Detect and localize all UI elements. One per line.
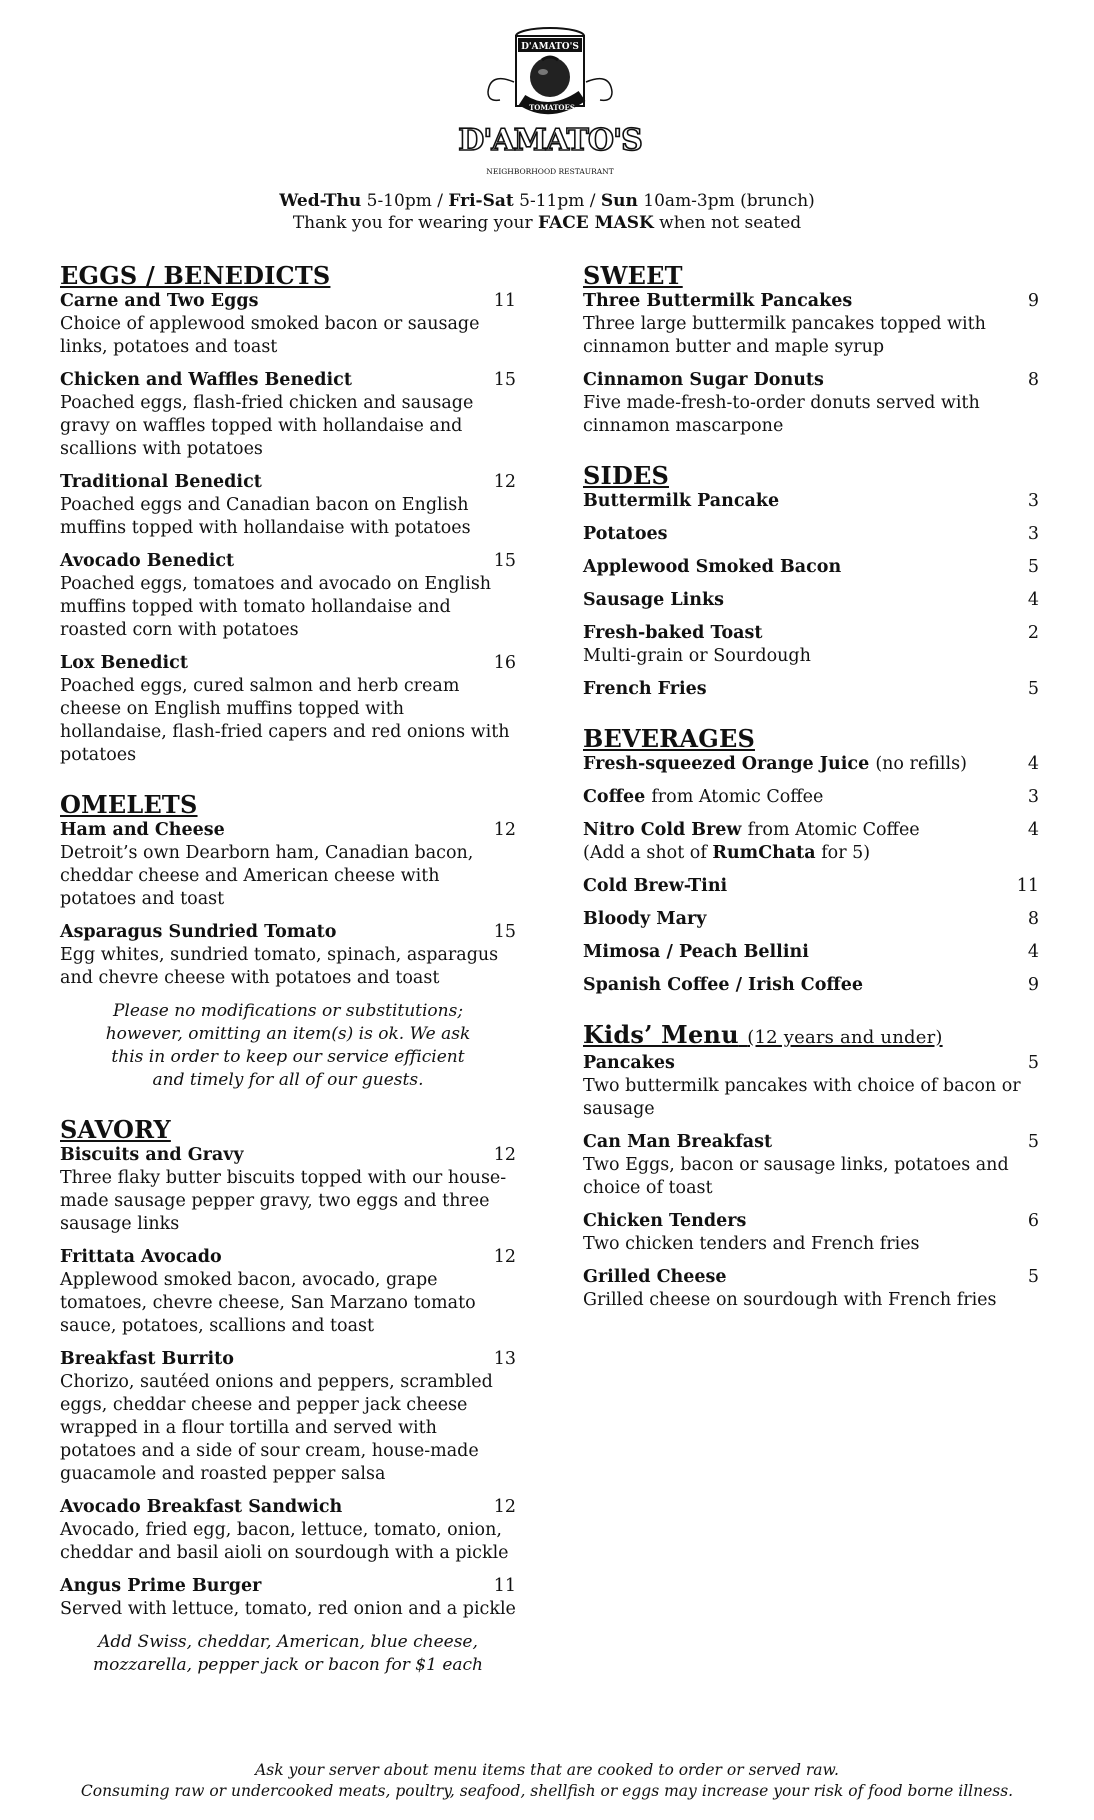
item-name: Mimosa / Peach Bellini: [583, 942, 809, 962]
item-price: 15: [493, 922, 516, 942]
coffee-extra: from Atomic Coffee: [651, 787, 824, 807]
item-name: Potatoes: [583, 524, 668, 544]
item-price: 2: [1027, 623, 1039, 643]
item-name: Traditional Benedict: [60, 472, 262, 492]
menu-item: [583, 556, 1039, 579]
note-line: and timely for all of our guests.: [152, 1070, 424, 1090]
item-price: 15: [493, 551, 516, 571]
note-line: mozzarella, pepper jack or bacon for $1 each: [93, 1655, 483, 1675]
hours-fri-sat: 5-11pm /: [519, 191, 596, 211]
item-name: Breakfast Burrito: [60, 1349, 234, 1369]
section-title-omelets: OMELETS: [60, 790, 198, 819]
item-price: 12: [493, 1497, 516, 1517]
item-name: Ham and Cheese: [60, 820, 225, 840]
item-name: Cinnamon Sugar Donuts: [583, 370, 824, 390]
item-price: 12: [493, 472, 516, 492]
item-price: 15: [493, 370, 516, 390]
menu-item: [583, 908, 1039, 931]
section-title-sweet: SWEET: [583, 261, 683, 290]
item-price: 5: [1027, 1267, 1039, 1287]
item-desc: Poached eggs, tomatoes and avocado on English muffins topped with tomato hollandaise and roasted corn with potatoes: [60, 574, 492, 640]
item-desc: Choice of applewood smoked bacon or sausage links, potatoes and toast: [60, 314, 480, 357]
item-price: 9: [1027, 291, 1039, 311]
item-price: 5: [1027, 1132, 1039, 1152]
menu-item: [60, 550, 516, 642]
menu-item: [583, 490, 1039, 513]
substitution-note: [60, 1000, 516, 1092]
item-name: [583, 786, 823, 809]
menu-item: [583, 753, 1039, 776]
kids-title-note: (12 years and under): [747, 1027, 943, 1048]
section-title-eggs: EGGS / BENEDICTS: [60, 261, 331, 290]
item-price: 12: [493, 1247, 516, 1267]
item-name: Cold Brew-Tini: [583, 876, 728, 896]
item-name: Spanish Coffee / Irish Coffee: [583, 975, 864, 995]
item-name: [583, 819, 920, 842]
item-name: Avocado Breakfast Sandwich: [60, 1497, 343, 1517]
note-line: this in order to keep our service efficient: [111, 1047, 465, 1067]
item-name: Chicken and Waffles Benedict: [60, 370, 352, 390]
item-price: 3: [1027, 491, 1039, 511]
item-desc: [583, 842, 1039, 865]
footer-line: Ask your server about menu items that are cooked to order or served raw.: [255, 1761, 839, 1779]
menu-item: [60, 652, 516, 767]
item-desc: Multi-grain or Sourdough: [583, 646, 811, 666]
item-desc: Poached eggs and Canadian bacon on English muffins topped with hollandaise with potatoes: [60, 495, 471, 538]
item-price: 6: [1027, 1211, 1039, 1231]
kids-title: Kids’ Menu: [583, 1020, 739, 1049]
item-desc: Two Eggs, bacon or sausage links, potatoes and choice of toast: [583, 1155, 1009, 1198]
menu-item: [60, 1575, 516, 1621]
logo-sub-text: NEIGHBORHOOD RESTAURANT: [486, 167, 614, 176]
item-desc: Avocado, fried egg, bacon, lettuce, tomato, onion, cheddar and basil aioli on sourdough with a pickle: [60, 1520, 509, 1563]
menu-item: [583, 974, 1039, 997]
nitro-desc-bold: RumChata: [712, 843, 816, 863]
right-column: [583, 262, 1039, 1322]
item-desc: Detroit’s own Dearborn ham, Canadian bacon, cheddar cheese and American cheese with potatoes and toast: [60, 843, 474, 909]
item-price: 11: [493, 291, 516, 311]
menu-item: [583, 1266, 1039, 1312]
item-desc: Five made-fresh-to-order donuts served with cinnamon mascarpone: [583, 393, 980, 436]
menu-item: [60, 369, 516, 461]
item-desc: Grilled cheese on sourdough with French fries: [583, 1290, 997, 1310]
item-name: French Fries: [583, 679, 707, 699]
hours-info: [0, 190, 1094, 234]
item-price: 5: [1027, 1053, 1039, 1073]
hours-wed-thu-label: Wed-Thu: [279, 191, 362, 211]
item-desc: Poached eggs, cured salmon and herb cream cheese on English muffins topped with hollandaise, flash-fried capers and red onions with potatoes: [60, 676, 510, 765]
mask-notice-pre: Thank you for wearing your: [292, 213, 533, 233]
item-desc: Two chicken tenders and French fries: [583, 1234, 920, 1254]
item-desc: Applewood smoked bacon, avocado, grape tomatoes, chevre cheese, San Marzano tomato sauce, potatoes, scallions and toast: [60, 1270, 476, 1336]
item-price: 16: [493, 653, 516, 673]
item-price: 5: [1027, 557, 1039, 577]
menu-item: [583, 1052, 1039, 1121]
hours-line: [0, 190, 1094, 212]
item-price: 4: [1027, 820, 1039, 840]
item-price: 3: [1027, 787, 1039, 807]
menu-item: [60, 471, 516, 540]
nitro-desc-post: for 5): [821, 843, 871, 863]
menu-item: [583, 622, 1039, 668]
item-name: Buttermilk Pancake: [583, 491, 780, 511]
menu-item: [583, 589, 1039, 612]
item-desc: Two buttermilk pancakes with choice of bacon or sausage: [583, 1076, 1021, 1119]
item-name: Pancakes: [583, 1053, 675, 1073]
item-price: 4: [1027, 590, 1039, 610]
item-name: [583, 753, 967, 776]
item-name: Carne and Two Eggs: [60, 291, 259, 311]
nitro-extra: from Atomic Coffee: [747, 820, 920, 840]
item-name: Lox Benedict: [60, 653, 188, 673]
item-name: Asparagus Sundried Tomato: [60, 922, 337, 942]
logo-band-text: TOMATOES: [529, 103, 575, 112]
hours-fri-sat-label: Fri-Sat: [448, 191, 514, 211]
item-name: Three Buttermilk Pancakes: [583, 291, 853, 311]
menu-item: [583, 941, 1039, 964]
coffee-name: Coffee: [583, 787, 646, 807]
item-price: 5: [1027, 679, 1039, 699]
menu-item: [583, 290, 1039, 359]
item-desc: Chorizo, sautéed onions and peppers, scrambled eggs, cheddar cheese and pepper jack cheese wrapped in a flour tortilla and served with potatoes and a side of sour cream, house-made guacamole and roasted pepper salsa: [60, 1372, 493, 1484]
item-name: Fresh-baked Toast: [583, 623, 763, 643]
hours-sun: 10am-3pm (brunch): [643, 191, 815, 211]
menu-item: [583, 369, 1039, 438]
menu-item: [60, 1348, 516, 1486]
oj-extra: (no refills): [875, 754, 967, 774]
item-name: Angus Prime Burger: [60, 1576, 262, 1596]
menu-item: [60, 1496, 516, 1565]
section-title-beverages: BEVERAGES: [583, 724, 755, 753]
item-price: 3: [1027, 524, 1039, 544]
item-name: Applewood Smoked Bacon: [583, 557, 842, 577]
item-name: Avocado Benedict: [60, 551, 235, 571]
section-title-savory: SAVORY: [60, 1115, 171, 1144]
mask-notice-bold: FACE MASK: [538, 213, 654, 233]
mask-notice-post: when not seated: [659, 213, 802, 233]
section-title-kids: [583, 1021, 1039, 1052]
item-name: Bloody Mary: [583, 909, 707, 929]
footer-line: Consuming raw or undercooked meats, poultry, seafood, shellfish or eggs may increase your risk of food borne illness.: [80, 1782, 1014, 1800]
hours-sun-label: Sun: [600, 191, 638, 211]
menu-item: [583, 678, 1039, 701]
item-desc: Three flaky butter biscuits topped with our house-made sausage pepper gravy, two eggs and three sausage links: [60, 1168, 507, 1234]
note-line: however, omitting an item(s) is ok. We ask: [105, 1024, 471, 1044]
logo-main-text: D'AMATO'S: [458, 123, 642, 158]
add-ons-note: [60, 1631, 516, 1677]
item-desc: Egg whites, sundried tomato, spinach, asparagus and chevre cheese with potatoes and toast: [60, 945, 499, 988]
restaurant-logo: [458, 22, 642, 192]
note-line: Add Swiss, cheddar, American, blue cheese,: [98, 1632, 478, 1652]
menu-item: [60, 921, 516, 990]
menu-item: [583, 819, 1039, 865]
menu-item: [583, 1210, 1039, 1256]
nitro-desc-pre: (Add a shot of: [583, 843, 707, 863]
menu-item: [60, 819, 516, 911]
item-name: Sausage Links: [583, 590, 725, 610]
item-desc: Poached eggs, flash-fried chicken and sausage gravy on waffles topped with hollandaise and scallions with potatoes: [60, 393, 474, 459]
item-name: Frittata Avocado: [60, 1247, 222, 1267]
item-name: Chicken Tenders: [583, 1211, 747, 1231]
item-desc: Served with lettuce, tomato, red onion and a pickle: [60, 1599, 516, 1619]
logo-top-text: D'AMATO'S: [521, 42, 579, 52]
menu-item: [583, 1131, 1039, 1200]
item-name: Biscuits and Gravy: [60, 1145, 244, 1165]
item-price: 8: [1027, 909, 1039, 929]
menu-item: [60, 1144, 516, 1236]
item-price: 12: [493, 1145, 516, 1165]
item-price: 11: [493, 1576, 516, 1596]
item-price: 9: [1027, 975, 1039, 995]
item-name: Grilled Cheese: [583, 1267, 727, 1287]
menu-item: [583, 875, 1039, 898]
nitro-name: Nitro Cold Brew: [583, 820, 742, 840]
mask-notice: [0, 212, 1094, 234]
item-price: 8: [1027, 370, 1039, 390]
oj-name: Fresh-squeezed Orange Juice: [583, 754, 870, 774]
menu-item: [60, 290, 516, 359]
item-price: 13: [493, 1349, 516, 1369]
menu-item: [583, 523, 1039, 546]
menu-item: [60, 1246, 516, 1338]
hours-wed-thu: 5-10pm /: [366, 191, 443, 211]
menu-item: [583, 786, 1039, 809]
item-price: 4: [1027, 942, 1039, 962]
food-safety-footer: [0, 1760, 1094, 1802]
item-name: Can Man Breakfast: [583, 1132, 773, 1152]
item-price: 12: [493, 820, 516, 840]
note-line: Please no modifications or substitutions;: [112, 1001, 464, 1021]
item-desc: Three large buttermilk pancakes topped with cinnamon butter and maple syrup: [583, 314, 986, 357]
item-price: 11: [1016, 876, 1039, 896]
item-price: 4: [1027, 754, 1039, 774]
left-column: [60, 262, 516, 1687]
section-title-sides: SIDES: [583, 461, 669, 490]
